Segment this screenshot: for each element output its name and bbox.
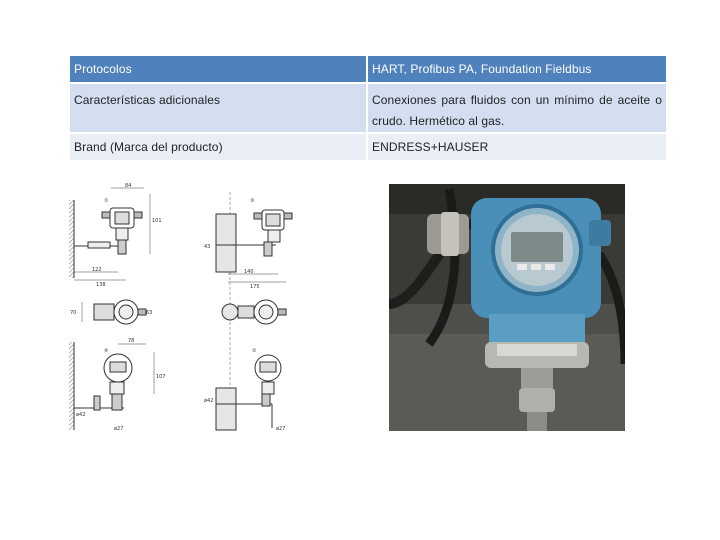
dimension-drawing bbox=[66, 182, 316, 434]
dim-d42-right-label: ø42 bbox=[204, 398, 214, 404]
row-label: Brand (Marca del producto) bbox=[70, 134, 366, 160]
transmitter-pipe-top bbox=[216, 210, 292, 272]
dim-d42-left-label: ø42 bbox=[76, 412, 86, 418]
dim-mid-label: 43 bbox=[204, 244, 211, 250]
row-value: Conexiones para fluidos con un mínimo de aceite o crudo. Hermético al gas. bbox=[368, 84, 666, 134]
dim-right1-label: 140 bbox=[244, 269, 254, 275]
dim-right2-label: 175 bbox=[250, 284, 260, 290]
wall-hatch bbox=[69, 342, 74, 430]
dim-63-label: 63 bbox=[146, 310, 153, 316]
top-view-left bbox=[94, 300, 146, 324]
dim-70-label: 70 bbox=[70, 310, 77, 316]
transmitter-wall-top bbox=[74, 208, 142, 254]
marker-3: ③ bbox=[250, 198, 255, 204]
specifications-table bbox=[68, 56, 668, 160]
dim-107-label: 107 bbox=[156, 374, 166, 380]
marker-1: ① bbox=[104, 198, 109, 204]
transmitter-pipe-bottom bbox=[216, 355, 281, 430]
dim-left1-label: 122 bbox=[92, 267, 102, 273]
dim-height-label: 101 bbox=[152, 218, 162, 224]
transmitter-wall-bottom bbox=[74, 354, 132, 410]
dim-left2-label: 138 bbox=[96, 282, 106, 288]
row-label: Protocolos bbox=[70, 56, 366, 84]
marker-2: ② bbox=[252, 348, 257, 354]
row-value: ENDRESS+HAUSER bbox=[368, 134, 666, 160]
dim-d27-left-label: ø27 bbox=[114, 426, 124, 432]
marker-4: ④ bbox=[104, 348, 109, 354]
wall-hatch bbox=[69, 200, 74, 278]
transmitter-photo bbox=[389, 184, 625, 431]
row-value: HART, Profibus PA, Foundation Fieldbus bbox=[368, 56, 666, 84]
product-photo bbox=[389, 184, 625, 431]
top-view-right bbox=[222, 300, 286, 324]
table-row-brand bbox=[70, 134, 666, 160]
row-label: Características adicionales bbox=[70, 84, 366, 134]
dim-78-label: 78 bbox=[128, 338, 135, 344]
table-row-protocols bbox=[70, 56, 666, 84]
table-row-features bbox=[70, 84, 666, 134]
dim-d27-right-label: ø27 bbox=[276, 426, 286, 432]
technical-drawing bbox=[66, 182, 316, 434]
dim-top-label: 84 bbox=[125, 183, 132, 189]
